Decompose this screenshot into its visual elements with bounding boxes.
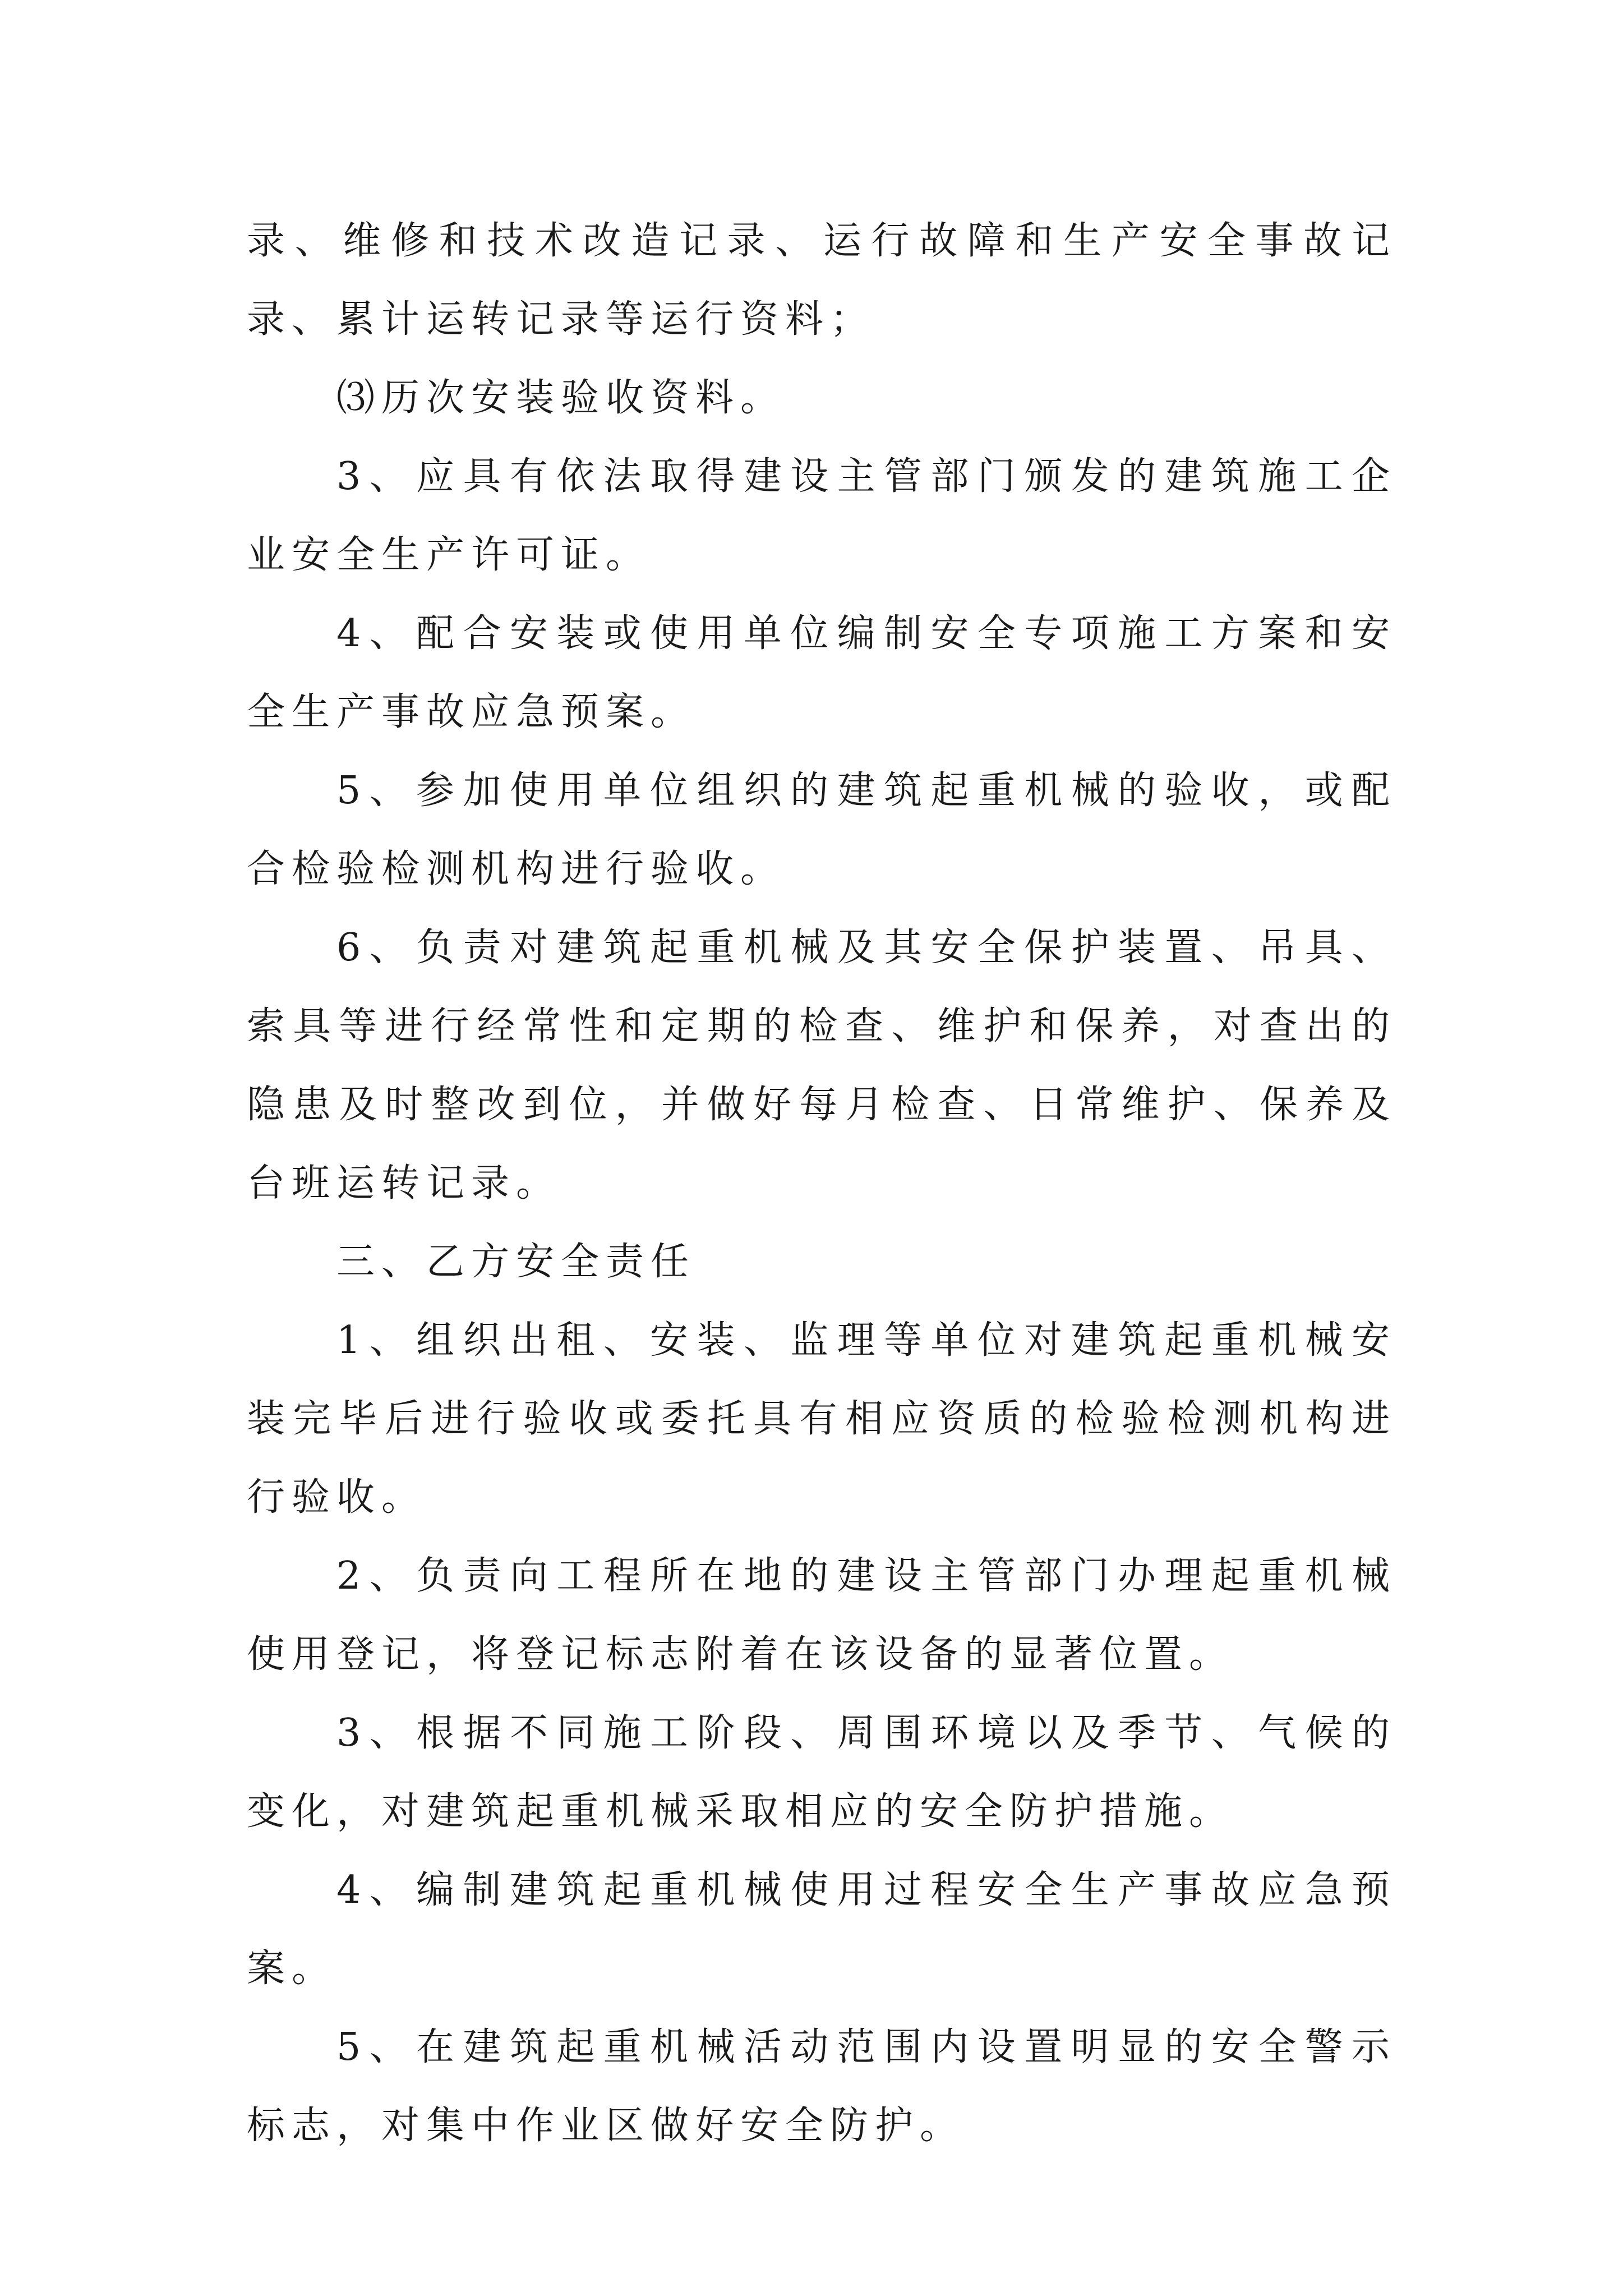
- paragraph-2: ⑶历次安装验收资料。: [336, 376, 786, 420]
- paragraph-7: 1、组织出租、安装、监理等单位对建筑起重机械安装完毕后进行验收或委托具有相应资质的检验检测机构进行验收。: [247, 1318, 1396, 1520]
- paragraph-8: 2、负责向工程所在地的建设主管部门办理起重机械使用登记，将登记标志附着在该设备的显著位置。: [247, 1554, 1396, 1677]
- paragraph-6: 6、负责对建筑起重机械及其安全保护装置、吊具、索具等进行经常性和定期的检查、维护和保养，对查出的隐患及时整改到位，并做好每月检查、日常维护、保养及台班运转记录。: [247, 926, 1396, 1205]
- section-heading: 三、乙方安全责任: [336, 1240, 696, 1284]
- paragraph-1: 录、维修和技术改造记录、运行故障和生产安全事故记录、累计运转记录等运行资料；: [247, 219, 1396, 342]
- paragraph-5: 5、参加使用单位组织的建筑起重机械的验收，或配合检验检测机构进行验收。: [247, 769, 1396, 891]
- document-body: [247, 202, 1396, 2165]
- paragraph-11: 5、在建筑起重机械活动范围内设置明显的安全警示标志，对集中作业区做好安全防护。: [247, 2025, 1396, 2148]
- paragraph-9: 3、根据不同施工阶段、周围环境以及季节、气候的变化，对建筑起重机械采取相应的安全防护措施。: [247, 1711, 1396, 1834]
- paragraph-3: 3、应具有依法取得建设主管部门颁发的建筑施工企业安全生产许可证。: [247, 454, 1396, 577]
- paragraph-4: 4、配合安装或使用单位编制安全专项施工方案和安全生产事故应急预案。: [247, 611, 1396, 734]
- paragraph-10: 4、编制建筑起重机械使用过程安全生产事故应急预案。: [247, 1868, 1396, 1991]
